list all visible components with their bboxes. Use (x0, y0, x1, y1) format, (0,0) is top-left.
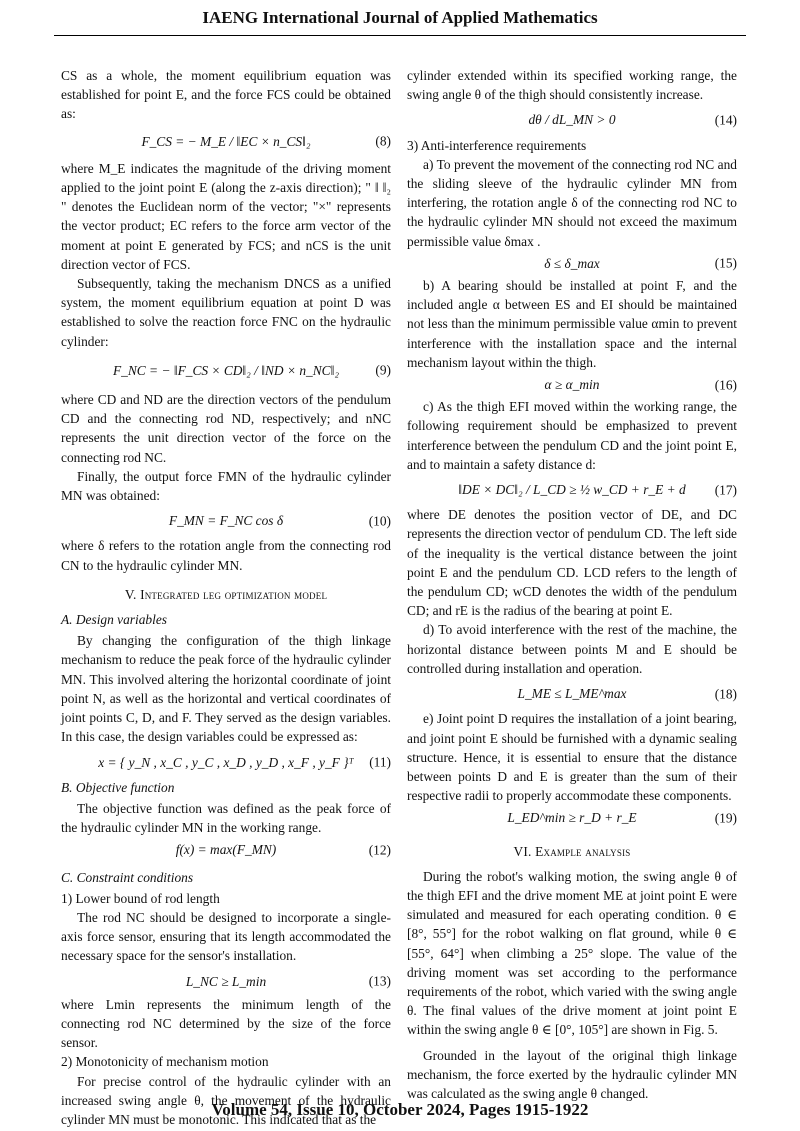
paragraph: During the robot's walking motion, the swing angle θ of the thigh EFI and the drive moment ME at joint point E were simulated and measured for each operating condition. θ ∈ [8°, 55°] for the robot walking on flat ground, while θ ∈ [55°, 64°] when climbing a 25° slope. The value of the driving moment was set according to the performance requirements of the robot, which varied with the swing angle θ. The final values of the drive moment at joint point E within the swing angle θ ∈ [0°, 105°] are shown in Fig. 5. (407, 868, 737, 1038)
equation-text: x = { y_N , x_C , y_C , x_D , y_D , x_F , y_F }ᵀ (98, 754, 354, 770)
equation-16 (407, 375, 737, 394)
equation-number: (10) (368, 513, 391, 529)
equation-text: F_CS = − M_E / ‖EC × n_CS‖₂ (141, 133, 311, 149)
journal-footer: Volume 54, Issue 10, October 2024, Pages 1915-1922 (211, 1100, 589, 1119)
equation-number: (9) (375, 362, 391, 378)
equation-10 (61, 511, 391, 530)
equation-text: L_ME ≤ L_ME^max (517, 686, 627, 702)
paragraph: where M_E indicates the magnitude of the driving moment applied to the joint point E (along the z-axis direction); " ‖ ‖₂ " denotes the Euclidean norm of the vector; "×" represents the vector product; EC refers to the force arm vector of the moment at point E generated by FCS; and nCS is the unit direction vector of FCS. (61, 160, 391, 272)
subsection-heading: A. Design variables (61, 612, 167, 628)
equation-number: (8) (375, 133, 391, 149)
equation-9 (61, 361, 391, 380)
paragraph: where δ refers to the rotation angle from the connecting rod CN to the hydraulic cylinder MN. (61, 538, 391, 573)
subsection-heading: B. Objective function (61, 779, 175, 795)
equation-11 (61, 753, 391, 772)
paragraph: The rod NC should be designed to incorporate a single-axis force sensor, ensuring that its length accommodated the necessary space for the sensor's installation. (61, 909, 391, 964)
equation-text: dθ / dL_MN > 0 (528, 112, 616, 128)
equation-text: L_ED^min ≥ r_D + r_E (507, 810, 637, 826)
paragraph: For precise control of the hydraulic cylinder with an increased swing angle θ, the movement of the hydraulic cylinder MN must be monotonic. This indicated that as the (61, 1073, 391, 1127)
equation-number: (15) (714, 255, 737, 271)
paragraph: where Lmin represents the minimum length of the connecting rod NC determined by the size of the force sensor. (61, 996, 391, 1051)
paragraph: The objective function was defined as the peak force of the hydraulic cylinder MN in the working range. (61, 800, 391, 836)
equation-18 (407, 684, 737, 703)
equation-number: (19) (714, 810, 737, 826)
paragraph: Finally, the output force FMN of the hydraulic cylinder MN was obtained: (61, 468, 391, 504)
equation-8 (61, 132, 391, 151)
list-heading: 1) Lower bound of rod length (61, 890, 220, 906)
paragraph: d) To avoid interference with the rest of the machine, the horizontal distance between points M and E should be controlled during installation and operation. (407, 622, 737, 676)
equation-text: ‖DE × DC‖₂ / L_CD ≥ ½ w_CD + r_E + d (458, 482, 686, 498)
equation-12 (61, 840, 391, 859)
paragraph: b) A bearing should be installed at point F, and the included angle α between ES and EI should be maintained not less than the minimum permissible value αmin to prevent interference with the installation space and the internal mechanism layout within the thigh. (407, 278, 737, 370)
paragraph: cylinder extended within its specified working range, the swing angle θ of the thigh should consistently increase. (407, 68, 737, 103)
equation-17 (407, 480, 737, 499)
paragraph: Grounded in the layout of the original thigh linkage mechanism, the force exerted by the hydraulic cylinder MN was calculated as the swing angle θ changed. (407, 1047, 737, 1101)
left-column (61, 66, 391, 1129)
equation-text: α ≥ α_min (544, 377, 600, 393)
journal-header: IAENG International Journal of Applied Mathematics (54, 8, 746, 36)
equation-14 (407, 110, 737, 129)
equation-13 (61, 972, 391, 991)
paragraph: By changing the configuration of the thigh linkage mechanism to reduce the peak force of the hydraulic cylinder MN. This involved altering the horizontal coordinate of joint point N, as well as the horizontal and vertical coordinates of joint points C, D, and F. They served as the design variables. In this case, the design variables could be expressed as: (61, 633, 391, 745)
equation-number: (11) (369, 754, 391, 770)
equation-number: (18) (714, 686, 737, 702)
equation-text: F_NC = − ‖F_CS × CD‖₂ / ‖ND × n_NC‖₂ (112, 362, 340, 378)
equation-text: F_MN = F_NC cos δ (168, 513, 284, 529)
paragraph: where CD and ND are the direction vectors of the pendulum CD and the connecting rod ND, respectively; and nNC represents the unit direction vector of the force on the connecting rod NC. (61, 392, 391, 465)
equation-number: (13) (368, 973, 391, 989)
equation-15 (407, 254, 737, 273)
paragraph: a) To prevent the movement of the connecting rod NC and the sliding sleeve of the hydraulic cylinder MN from interfering, the rotation angle δ of the connecting rod NC to the hydraulic cylinder MN should not exceed the maximum permissible value δmax . (407, 156, 737, 249)
paragraph: CS as a whole, the moment equilibrium equation was established for point E, and the force FCS could be obtained as: (61, 68, 391, 122)
equation-text: f(x) = max(F_MN) (175, 842, 277, 858)
equation-number: (12) (368, 842, 391, 858)
paragraph: Subsequently, taking the mechanism DNCS as a unified system, the moment equilibrium equation at point D was established to solve the reaction force FNC on the hydraulic cylinder: (61, 276, 391, 349)
section-heading: V. Integrated leg optimization model (124, 586, 328, 602)
equation-text: δ ≤ δ_max (544, 255, 600, 271)
paragraph: c) As the thigh EFI moved within the working range, the following requirement should be emphasized to prevent interference between the pendulum CD and the joint point E, and to maintain a safety distance d: (407, 399, 737, 472)
section-heading: VI. Example analysis (513, 843, 631, 859)
list-heading: 3) Anti-interference requirements (407, 137, 587, 153)
equation-19 (407, 808, 737, 827)
equation-number: (16) (714, 377, 737, 393)
equation-number: (14) (714, 112, 737, 128)
subsection-heading: C. Constraint conditions (61, 869, 194, 885)
right-column (407, 66, 737, 1103)
paragraph: e) Joint point D requires the installation of a joint bearing, and joint point E should be furnished with a dynamic sealing structure. Hence, it is essential to ensure that the distance between points D and E is greater than the sum of their respective radii to properly accommodate these components. (407, 711, 737, 804)
equation-number: (17) (714, 482, 737, 498)
equation-text: L_NC ≥ L_min (185, 973, 267, 989)
list-heading: 2) Monotonicity of mechanism motion (61, 1054, 269, 1070)
paragraph: where DE denotes the position vector of DE, and DC represents the direction vector of pendulum CD. The left side of the inequality is the vertical distance between the joint point E and the pendulum CD. LCD refers to the length of the pendulum CD; wCD denotes the width of the pendulum CD; and rE is the radius of the bearing at point E. (407, 507, 737, 619)
